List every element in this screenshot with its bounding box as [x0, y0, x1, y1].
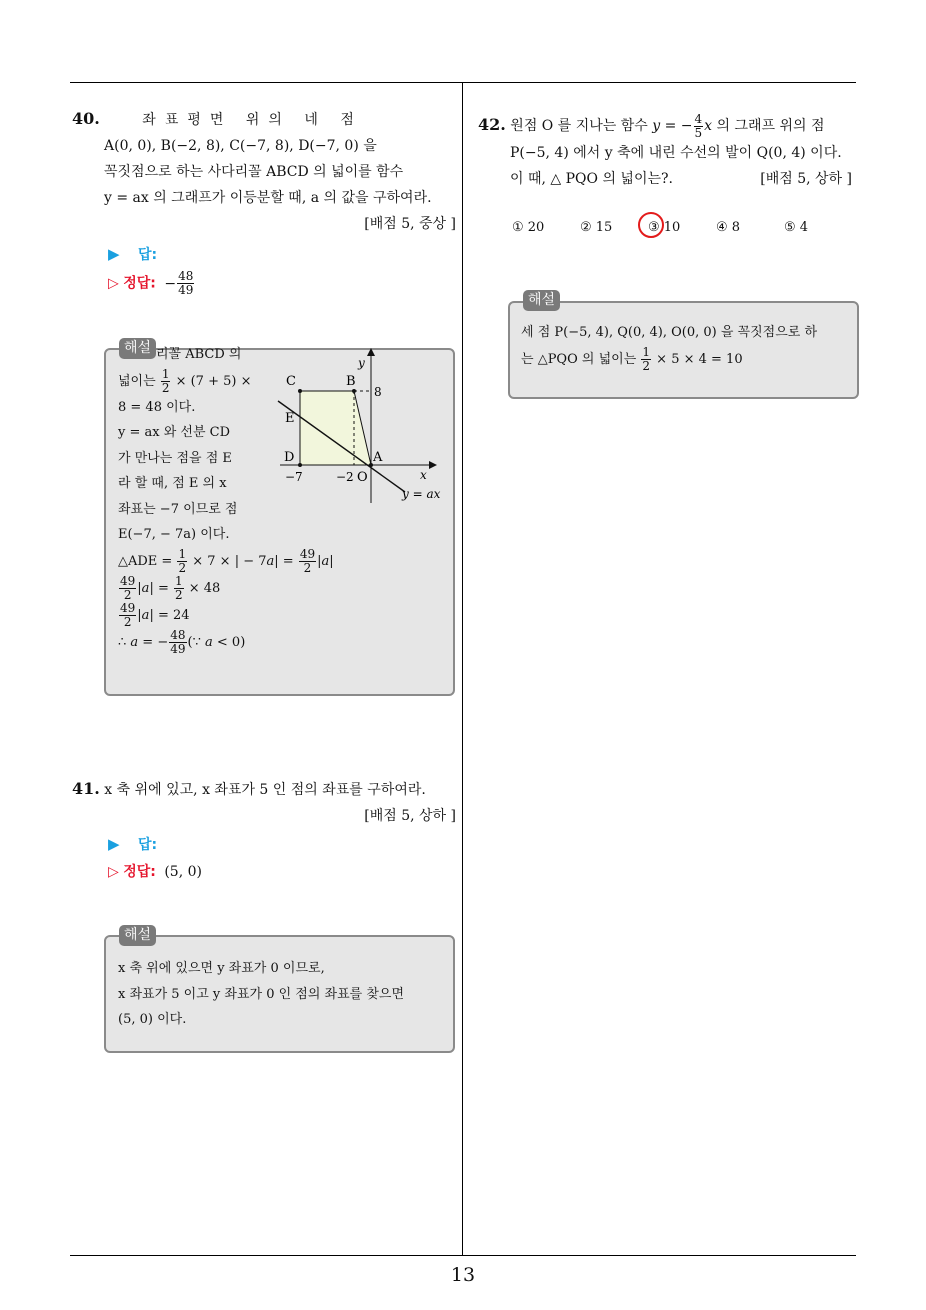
question-number: 40. — [72, 109, 100, 128]
footer-rule — [70, 1255, 856, 1256]
point-c — [298, 389, 302, 393]
question-text-line: P(−5, 4) 에서 y 축에 내린 수선의 발이 Q(0, 4) 이다. — [510, 144, 842, 161]
label-c: C — [286, 374, 296, 389]
explanation-tag: 해설 — [119, 925, 156, 946]
answer-label: 답: — [138, 837, 158, 853]
explanation-text — [521, 320, 817, 373]
correct-label: 정답: — [123, 864, 156, 880]
choice-5[interactable]: ⑤ 4 — [784, 220, 809, 235]
points-label: [배점 5, 중상 ] — [364, 216, 456, 232]
label-d: D — [284, 450, 295, 465]
explanation-line: E(−7, − 7a) 이다. — [118, 527, 230, 542]
choice-4[interactable]: ④ 8 — [716, 220, 741, 235]
correct-value: (5, 0) — [164, 864, 202, 880]
choice-3-label: ③ 10 — [648, 220, 681, 235]
points-label: [배점 5, 상하 ] — [364, 808, 456, 824]
explanation-tag: 해설 — [523, 290, 560, 311]
correct-answer-row — [108, 270, 195, 297]
points-label: [배점 5, 상하 ] — [760, 170, 852, 187]
correct-answer-row — [108, 862, 202, 882]
label-o: O — [357, 470, 368, 485]
answer-row — [108, 244, 157, 265]
page-number: 13 — [450, 1264, 476, 1286]
answer-row — [108, 834, 157, 855]
correct-label: 정답: — [123, 275, 156, 292]
hollow-triangle-icon: ▷ — [108, 275, 119, 292]
question-text-line: y = ax 의 그래프가 이등분할 때, a 의 값을 구하여라. — [104, 190, 432, 206]
question-42 — [478, 112, 856, 192]
explanation-line: x 좌표가 5 이고 y 좌표가 0 인 점의 좌표를 찾으면 — [118, 986, 405, 1002]
explanation-line: 좌표는 −7 이므로 점 — [118, 501, 238, 517]
explanation-line: x 축 위에 있으면 y 좌표가 0 이므로, — [118, 961, 325, 976]
tick-minus2: −2 — [336, 470, 354, 484]
question-text-line: 원점 O 를 지나는 함수 y = − $\frac{4}{5}$ x 의 그래프 위의 점 — [510, 111, 825, 140]
explanation-line: △ADE = $\frac{1}{2}$ × 7 × | − 7a| = $\frac{49}{2}$ |a| — [118, 546, 334, 575]
explanation-line: y = ax 와 선분 CD — [118, 425, 231, 440]
trapezoid-graph — [270, 345, 450, 505]
hollow-triangle-icon: ▷ — [108, 864, 119, 880]
label-e: E — [285, 411, 295, 426]
question-text-line: A(0, 0), B(−2, 8), C(−7, 8), D(−7, 0) 을 — [104, 138, 377, 154]
point-d — [298, 463, 302, 467]
label-a: A — [373, 450, 383, 465]
explanation-line: 는 △PQO 의 넓이는 $\frac{1}{2}$ × 5 × 4 = 10 — [521, 344, 743, 373]
question-41 — [72, 776, 456, 829]
answer-circle-mark — [638, 212, 664, 238]
explanation-text — [118, 956, 404, 1033]
tick-minus7: −7 — [285, 470, 303, 484]
explanation-line: $\frac{49}{2}$ |a| = 24 — [120, 600, 190, 629]
tick-8: 8 — [374, 385, 382, 399]
question-number: 42. — [478, 115, 506, 134]
explanation-line: 넓이는 $\frac{1}{2}$ × (7 + 5) × — [118, 366, 252, 395]
explanation-line: 라 할 때, 점 E 의 x — [118, 476, 227, 491]
answer-label: 답: — [138, 247, 158, 263]
explanation-line: 리꼴 ABCD 의 — [156, 347, 242, 362]
trapezoid-shape — [300, 391, 371, 465]
point-b — [352, 389, 356, 393]
question-40 — [72, 106, 456, 237]
question-number: 41. — [72, 779, 100, 798]
correct-value: − $\frac{48}{49}$ — [164, 269, 194, 297]
question-text-line: 이 때, △ PQO 의 넓이는?. — [510, 170, 673, 187]
label-b: B — [346, 374, 356, 389]
label-y: y — [358, 356, 365, 370]
choice-2[interactable]: ② 15 — [580, 220, 613, 235]
explanation-line: 8 = 48 이다. — [118, 399, 196, 415]
question-text: x 축 위에 있고, x 좌표가 5 인 점의 좌표를 구하여라. — [104, 782, 426, 798]
choice-list — [512, 220, 852, 235]
choice-3[interactable] — [648, 220, 716, 235]
choice-1[interactable]: ① 20 — [512, 220, 545, 235]
explanation-line: 세 점 P(−5, 4), Q(0, 4), O(0, 0) 을 꼭짓점으로 하 — [521, 325, 818, 340]
column-divider — [462, 82, 463, 1256]
label-line: y = ax — [402, 487, 441, 501]
explanation-line: 가 만나는 점을 점 E — [118, 450, 232, 466]
explanation-line: $\frac{49}{2}$ |a| = $\frac{1}{2}$ × 48 — [120, 573, 221, 602]
triangle-icon: ▶ — [108, 835, 120, 853]
label-x: x — [420, 468, 427, 482]
question-text-line: 좌표평면 위의 네 점 — [142, 112, 363, 128]
explanation-tag: 해설 — [119, 338, 156, 359]
explanation-line: ∴ a = − $\frac{48}{49}$ (∵ a < 0) — [118, 627, 246, 656]
question-text-line: 꼭짓점으로 하는 사다리꼴 ABCD 의 넓이를 함수 — [104, 164, 404, 180]
triangle-icon: ▶ — [108, 245, 120, 263]
explanation-line: (5, 0) 이다. — [118, 1012, 187, 1027]
header-rule — [70, 82, 856, 83]
